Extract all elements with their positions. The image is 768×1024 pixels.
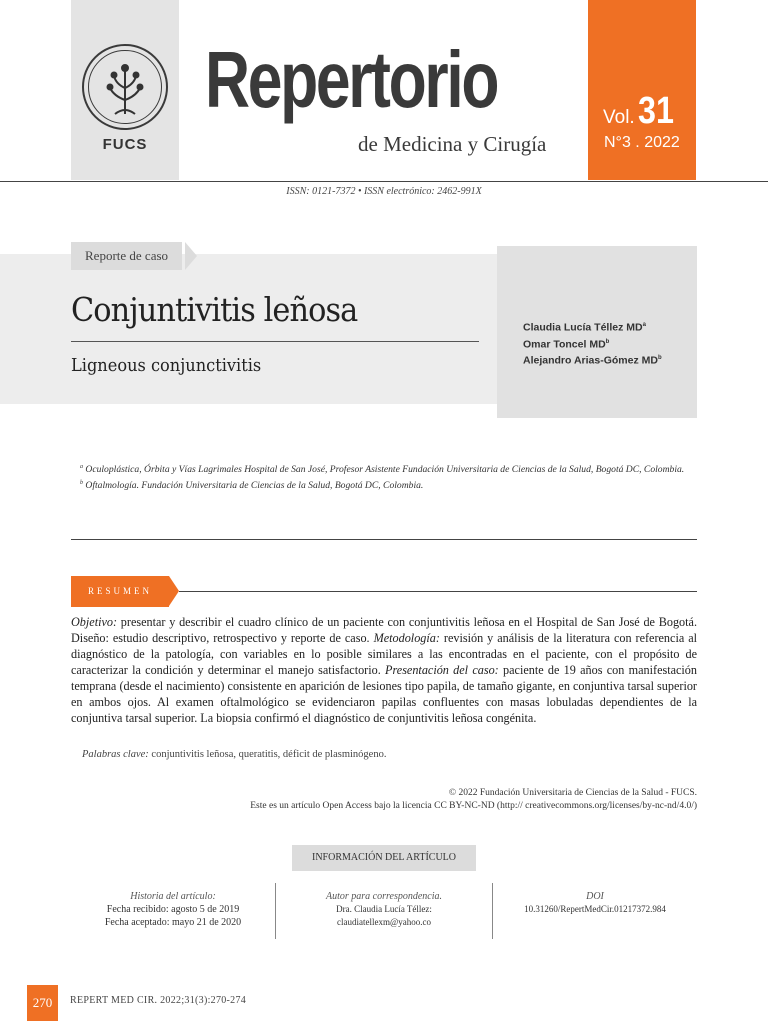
article-type-tag: Reporte de caso [71,242,182,270]
article-subtitle: Ligneous conjunctivitis [71,355,262,376]
journal-subtitle: de Medicina y Cirugía [358,132,547,156]
keywords: Palabras clave: conjuntivitis leñosa, queratitis, déficit de plasminógeno. [82,749,387,760]
copyright-notice: © 2022 Fundación Universitaria de Ciencias de la Salud - FUCS. Este es un artículo Open Access bajo la licencia CC BY-NC-ND (http:// creativecommons.org/licenses/by-nc-nd/4.0/) [100,787,697,813]
journal-title: Repertorio [205,35,498,124]
affiliations [80,461,690,492]
resumen-tag-arrow [169,576,179,606]
license-link[interactable]: Este es un artículo Open Access bajo la licencia CC BY-NC-ND (http:// creativecommons.org/licenses/by-nc-nd/4.0/) [250,801,697,811]
resumen-divider [179,591,697,592]
resumen-tag: RESUMEN [71,576,169,607]
plant-emblem-icon [100,56,150,122]
issn-line: ISSN: 0121-7372 • ISSN electrónico: 2462-991X [286,186,482,197]
article-type-tag-arrow [185,242,197,270]
article-info-tag: INFORMACIÓN DEL ARTÍCULO [292,845,476,871]
article-history: Historia del artículo: Fecha recibido: agosto 5 de 2019 Fecha aceptado: mayo 21 de 2020 [104,891,242,928]
doi-link[interactable]: 10.31260/RepertMedCir.01217372.984 [524,904,666,914]
abstract-text: Objetivo: presentar y describir el cuadro clínico de un paciente con conjuntivitis leñosa en el Hospital de San José de Bogotá. Diseño: estudio descriptivo, retrospectivo y reporte de caso. Metodología: revisión y análisis de la literatura con referencia al diagnóstico de la patología, con variables en lo posible similares a las encontradas en el paciente, con el propósito de caracterizar la condición y determinar el manejo satisfactorio. Presentación del caso: paciente de 19 años con manifestación temprana (desde el nacimiento) consistente en aparición de lesiones tipo papila, de tamaño gigante, en conjuntiva tarsal superior en ambos ojos. Al examen oftalmológico se evidenciaron papilas confluentes con masas lobuladas dependientes de la conjuntiva tarsal superior. La biopsia confirmó el diagnóstico de conjuntivitis leñosa congénita. [71,615,698,725]
doi-block: DOI 10.31260/RepertMedCir.01217372.984 [493,890,697,916]
affiliation-item: $^a$ Oculoplástica, Órbita y Vías Lagrimales Hospital de San José, Profesor Asistente Fundación Universitaria de Ciencias de la Salud, Bogotá DC, Colombia. [80,464,685,476]
fucs-logo-text: FUCS [102,136,148,153]
author-item: Alejandro Arias-Gómez $MD^b$ [523,354,662,367]
author-item: Claudia Lucía Téllez $MD^a$ [523,321,646,334]
author-email-link[interactable]: claudiatellexm@yahoo.co [336,917,431,927]
title-divider [71,341,479,342]
corresponding-author: Autor para correspondencia. Dra. Claudia Lucía Téllez: claudiatellexm@yahoo.co [276,890,492,929]
author-item: Omar Toncel $MD^b$ [523,338,610,350]
volume-label: Vol. [603,107,635,128]
citation-footer: REPERT MED CIR. 2022;31(3):270-274 [70,995,247,1006]
page-number: 270 [27,985,58,1021]
author-list [523,318,662,368]
title-band [0,254,500,404]
volume-number: 31 [638,90,674,132]
article-title: Conjuntivitis leñosa [71,290,358,329]
affiliations-divider [71,539,697,540]
issue-number: N°3 . 2022 [604,134,680,151]
affiliation-item: $^b$ Oftalmología. Fundación Universitaria de Ciencias de la Salud, Bogotá DC, Colombia. [80,479,424,491]
header-divider [0,181,768,182]
